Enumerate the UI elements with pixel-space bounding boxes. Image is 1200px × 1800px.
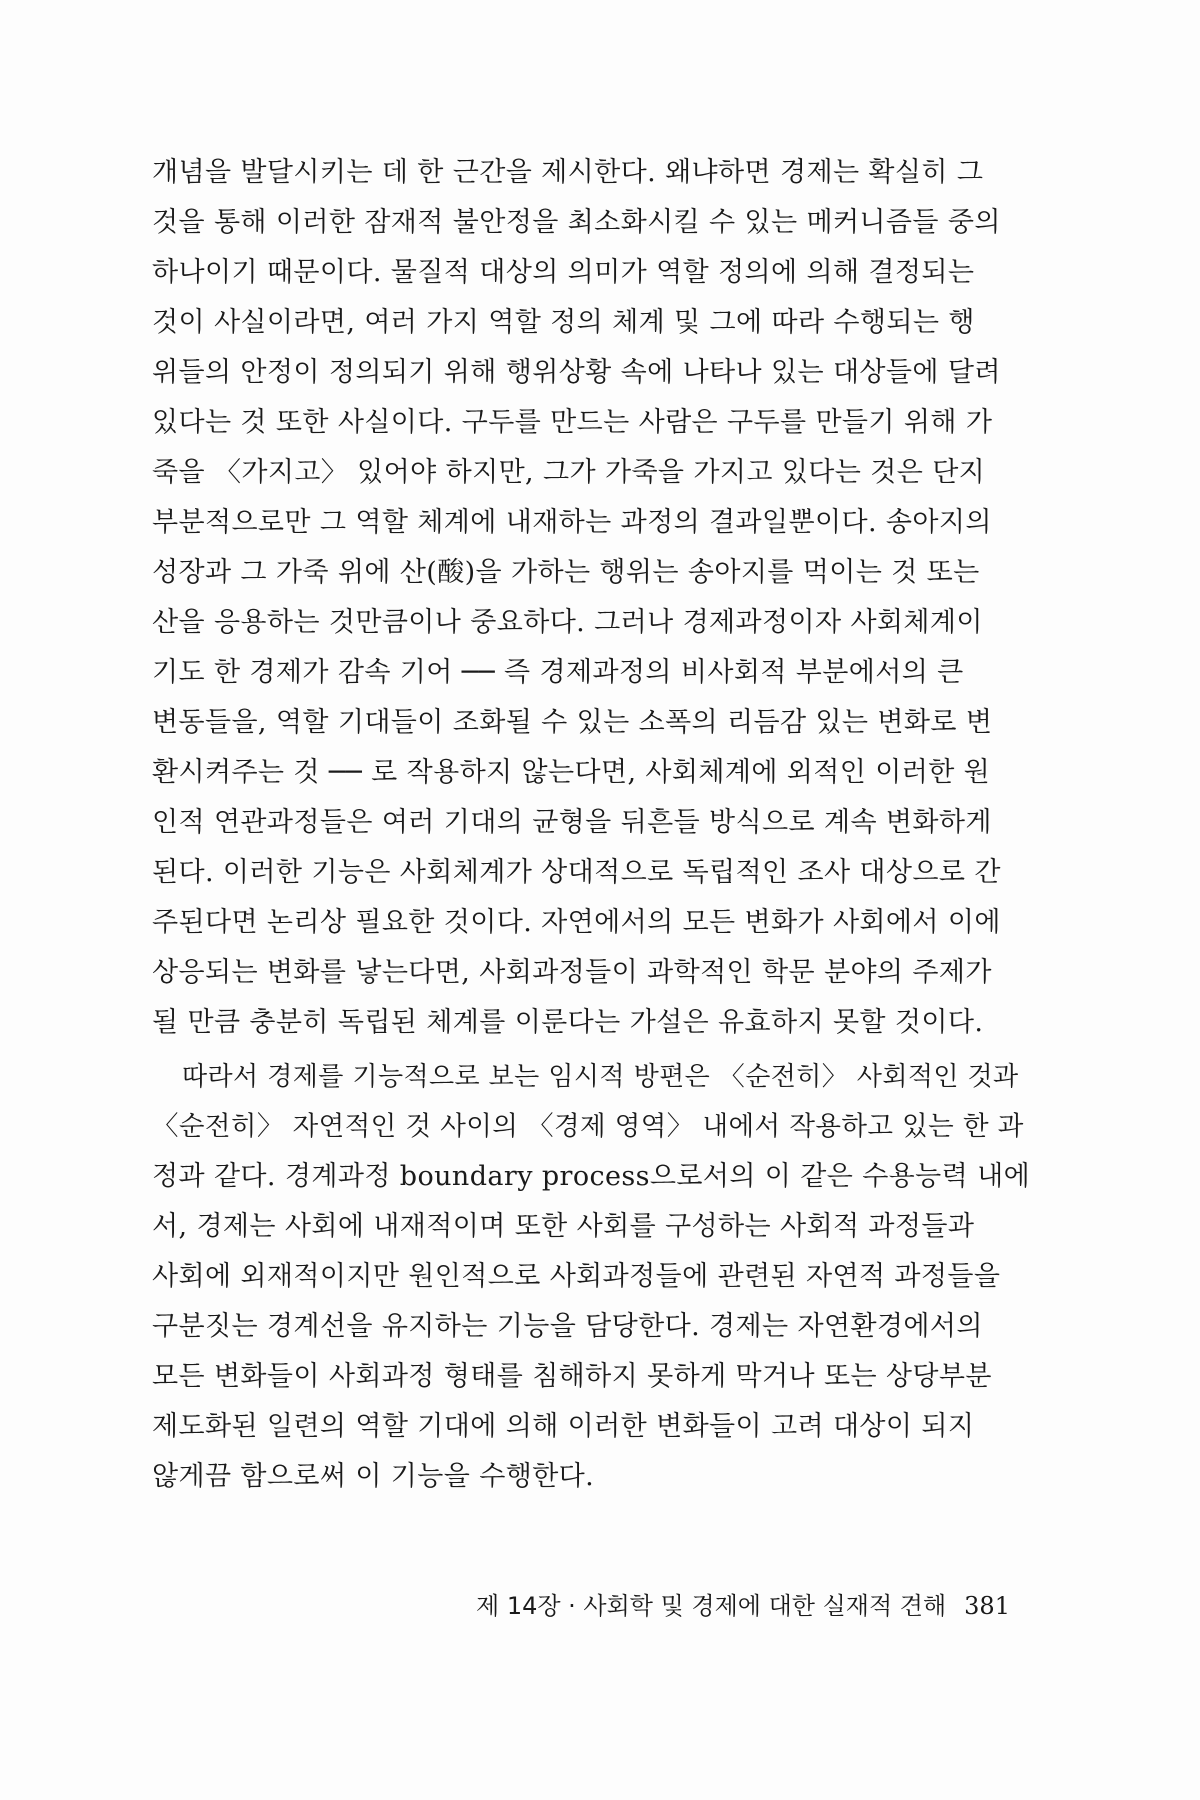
- text-line: 된다. 이러한 기능은 사회체계가 상대적으로 독립적인 조사 대상으로 간: [152, 857, 1001, 888]
- text-line: 구분짓는 경계선을 유지하는 기능을 담당한다. 경제는 자연환경에서의: [152, 1311, 983, 1342]
- text-line: 서, 경제는 사회에 내재적이며 또한 사회를 구성하는 사회적 과정들과: [152, 1211, 975, 1242]
- text-line: 죽을 〈가지고〉 있어야 하지만, 그가 가죽을 가지고 있다는 것은 단지: [152, 457, 986, 488]
- text-line: 사회에 외재적이지만 원인적으로 사회과정들에 관련된 자연적 과정들을: [152, 1261, 1001, 1292]
- text-line: 기도 한 경제가 감속 기어 ── 즉 경제과정의 비사회적 부분에서의 큰: [152, 657, 964, 688]
- text-line: 것이 사실이라면, 여러 가지 역할 정의 체계 및 그에 따라 수행되는 행: [152, 307, 975, 338]
- text-line: 정과 같다. 경계과정 boundary process으로서의 이 같은 수용능력 내에: [152, 1161, 1031, 1192]
- text-line: 않게끔 함으로써 이 기능을 수행한다.: [152, 1461, 595, 1492]
- page-number: 381: [964, 1592, 1010, 1620]
- main-text: [152, 148, 1032, 1502]
- text-line: 상응되는 변화를 낳는다면, 사회과정들이 과학적인 학문 분야의 주제가: [152, 957, 992, 988]
- text-line: 위들의 안정이 정의되기 위해 행위상황 속에 나타나 있는 대상들에 달려: [152, 357, 1001, 388]
- text-line: 환시켜주는 것 ── 로 작용하지 않는다면, 사회체계에 외적인 이러한 원: [152, 757, 991, 788]
- running-head: 제 14장 · 사회학 및 경제에 대한 실재적 견해: [476, 1592, 947, 1620]
- text-line: 제도화된 일련의 역할 기대에 의해 이러한 변화들이 고려 대상이 되지: [152, 1411, 975, 1442]
- text-line: 될 만큼 충분히 독립된 체계를 이룬다는 가설은 유효하지 못할 것이다.: [152, 1007, 984, 1038]
- text-line: 주된다면 논리상 필요한 것이다. 자연에서의 모든 변화가 사회에서 이에: [152, 907, 1001, 938]
- text-line: 하나이기 때문이다. 물질적 대상의 의미가 역할 정의에 의해 결정되는: [152, 257, 975, 288]
- page-footer: [476, 1586, 1036, 1621]
- text-line: 성장과 그 가죽 위에 산(酸)을 가하는 행위는 송아지를 먹이는 것 또는: [152, 557, 980, 588]
- text-line: 인적 연관과정들은 여러 기대의 균형을 뒤흔들 방식으로 계속 변화하게: [152, 807, 992, 838]
- text-line: 있다는 것 또한 사실이다. 구두를 만드는 사람은 구두를 만들기 위해 가: [152, 407, 993, 438]
- text-line: 것을 통해 이러한 잠재적 불안정을 최소화시킬 수 있는 메커니즘들 중의: [152, 207, 1001, 238]
- text-line: 〈순전히〉 자연적인 것 사이의 〈경제 영역〉 내에서 작용하고 있는 한 과: [152, 1111, 1024, 1142]
- text-line: 부분적으로만 그 역할 체계에 내재하는 과정의 결과일뿐이다. 송아지의: [152, 507, 992, 538]
- text-line: 개념을 발달시키는 데 한 근간을 제시한다. 왜냐하면 경제는 확실히 그: [152, 157, 984, 188]
- paragraph-first-line: 따라서 경제를 기능적으로 보는 임시적 방편은 〈순전히〉 사회적인 것과: [182, 1062, 1019, 1092]
- text-line: 산을 응용하는 것만큼이나 중요하다. 그러나 경제과정이자 사회체계이: [152, 607, 983, 638]
- text-line: 변동들을, 역할 기대들이 조화될 수 있는 소폭의 리듬감 있는 변화로 변: [152, 707, 993, 738]
- text-line: 모든 변화들이 사회과정 형태를 침해하지 못하게 막거나 또는 상당부분: [152, 1361, 992, 1392]
